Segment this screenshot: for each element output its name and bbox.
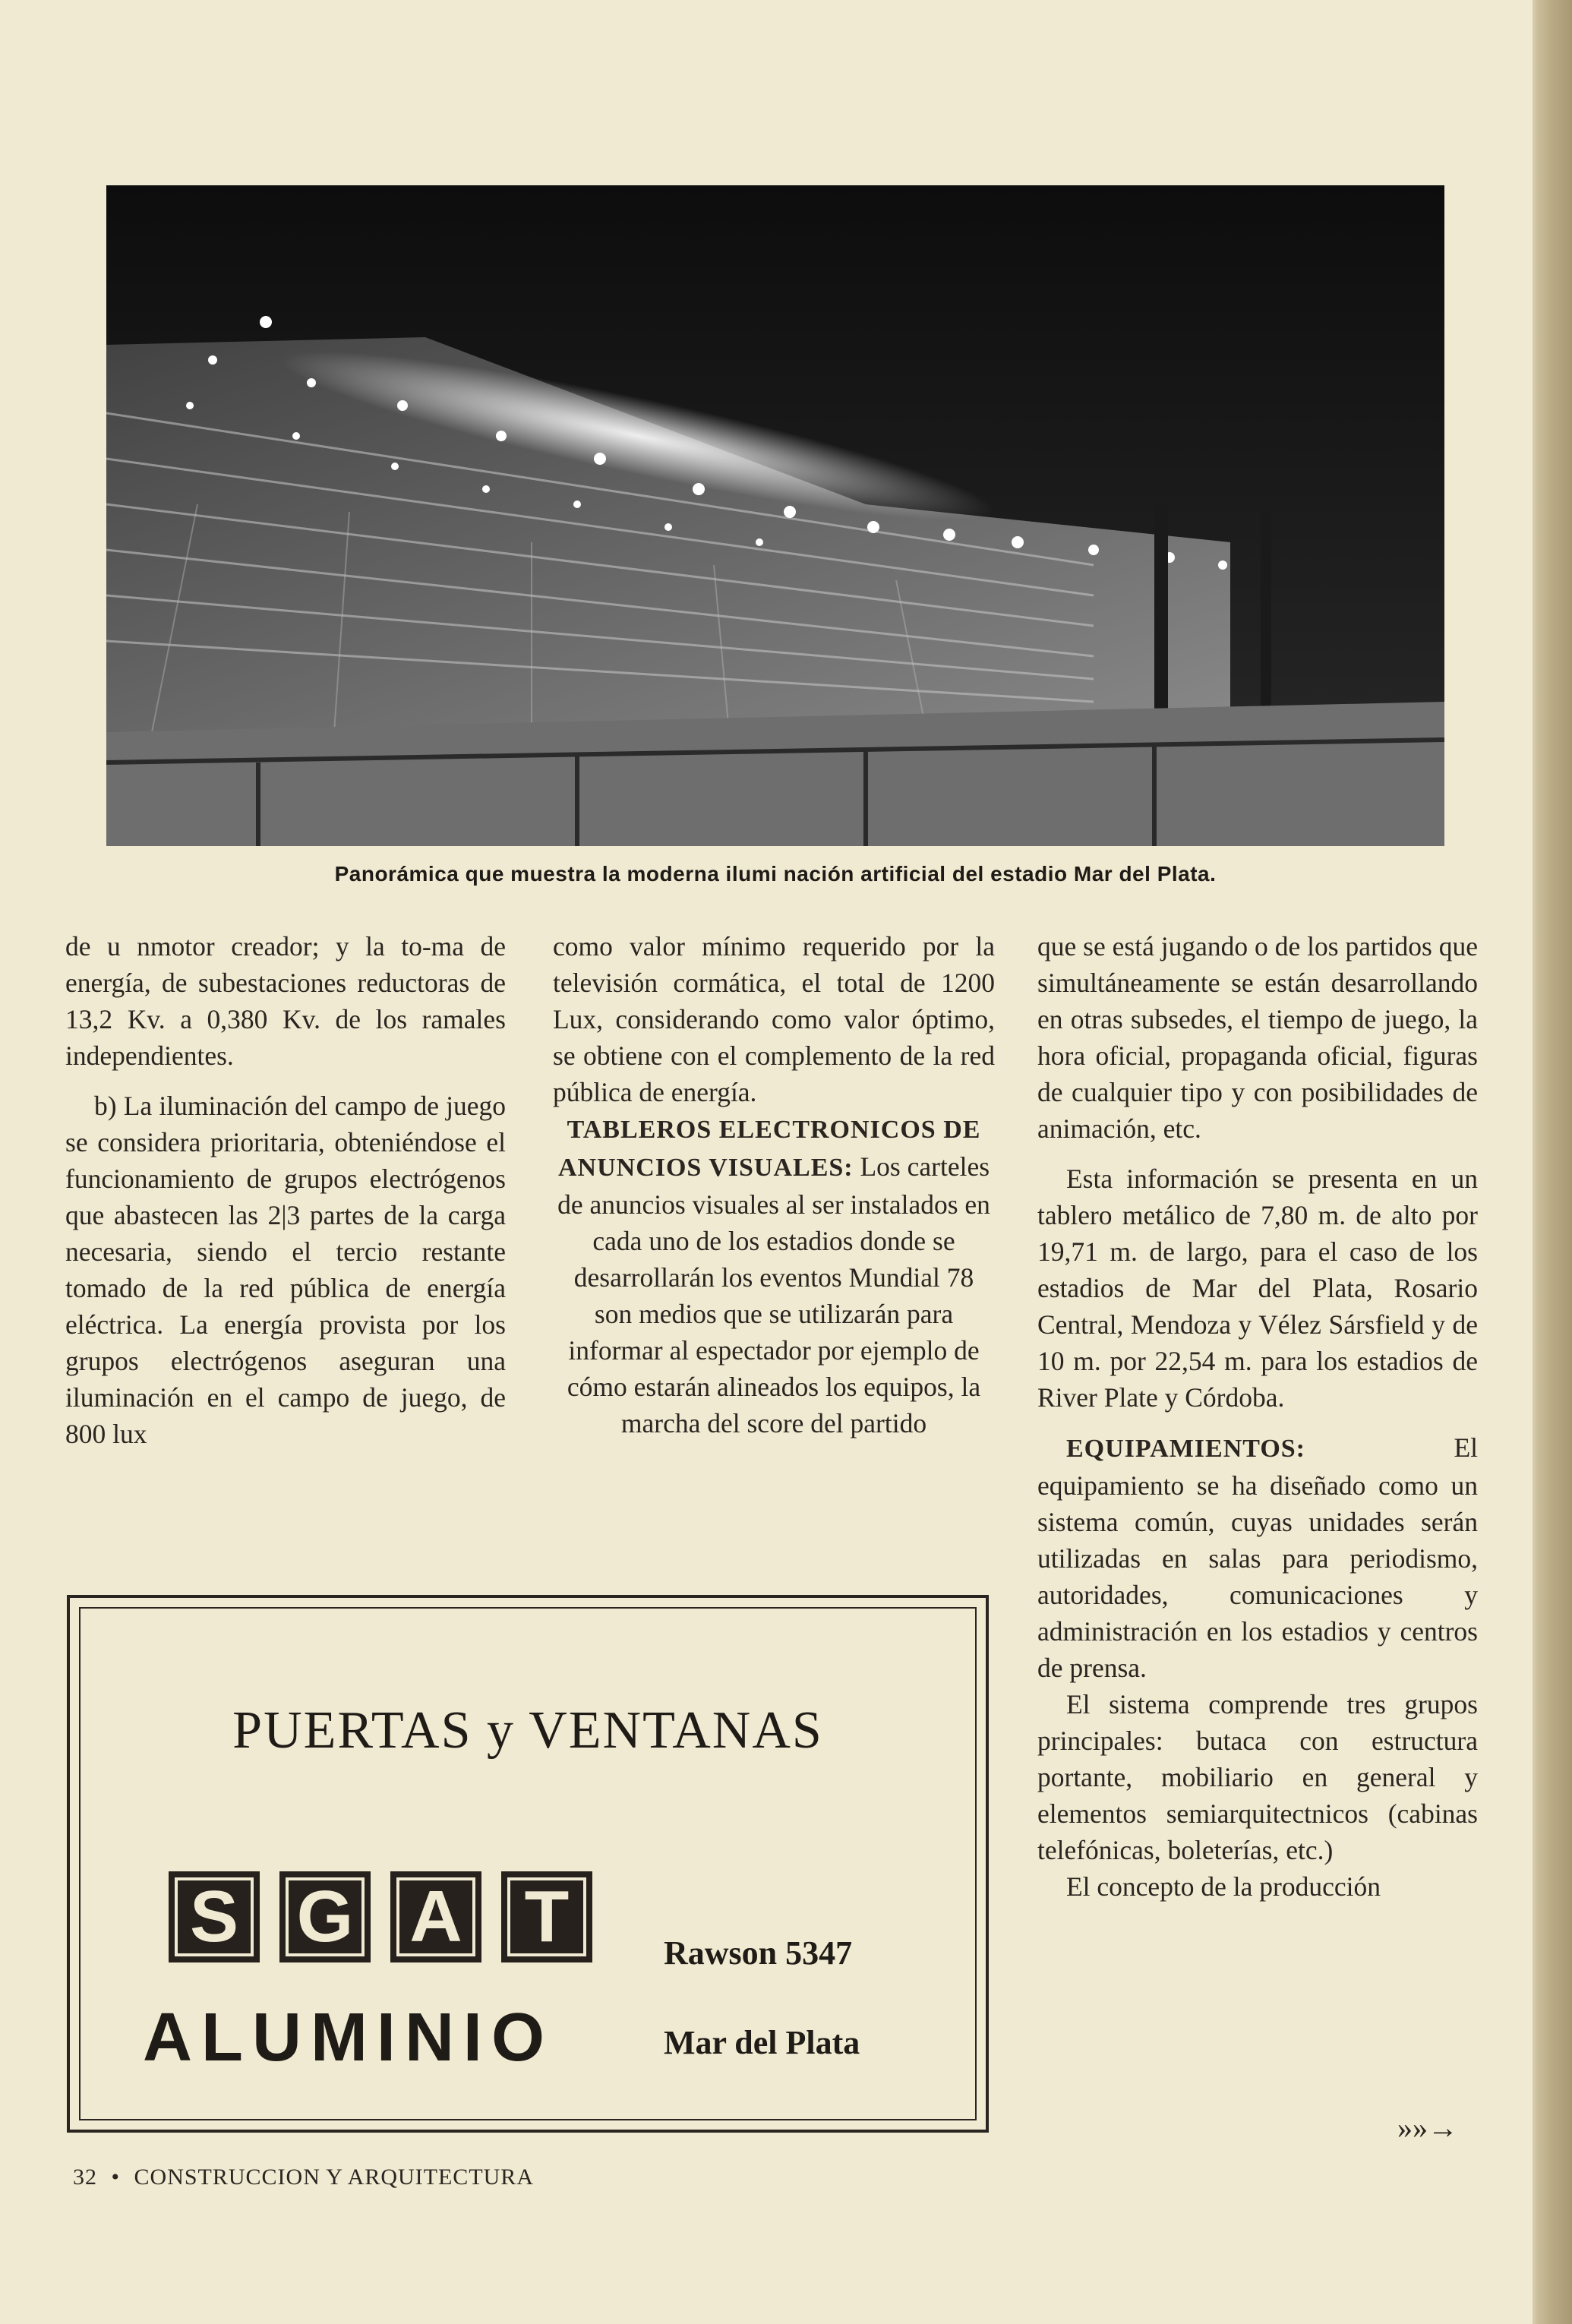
paragraph: de u nmotor creador; y la to-ma de energía, de subestaciones reductoras de 13,2 Kv. a 0,380 Kv. de los ramales independientes. bbox=[65, 931, 506, 1071]
logo-letter: G bbox=[279, 1871, 371, 1962]
continue-arrow-icon: »»→ bbox=[1397, 2111, 1458, 2145]
bullet-separator: • bbox=[111, 2165, 121, 2190]
column-1 bbox=[65, 928, 506, 1452]
paragraph: El sistema comprende tres grupos principales: butaca con estructura portante, mobiliario en general y elementos semiarquitectnicos (cabinas telefónicas, boleterías, etc.) bbox=[1037, 1689, 1478, 1865]
ad-title: PUERTAS y VENTANAS bbox=[232, 1701, 823, 1760]
heading-text: EQUIPAMIENTOS: bbox=[1066, 1435, 1306, 1463]
logo-letter: S bbox=[169, 1871, 260, 1962]
column-2 bbox=[553, 928, 995, 1441]
sgat-logo bbox=[169, 1871, 592, 1962]
publication-name: CONSTRUCCION Y ARQUITECTURA bbox=[134, 2165, 534, 2190]
stadium-photo bbox=[106, 185, 1444, 846]
stadium-illustration bbox=[106, 185, 1444, 846]
brand-aluminio: ALUMINIO bbox=[143, 2000, 554, 2076]
paragraph: b) La iluminación del campo de juego se considera prioritaria, obteniéndose el funcionamiento de grupos electrógenos que abastecen las 2|3 partes de la carga necesaria, siendo el tercio restante tomado de la red pública de energía eléctrica. La energía provista por los grupos electrógenos aseguran una iluminación en el campo de juego, de 800 lux bbox=[65, 1091, 506, 1449]
page-edge bbox=[1533, 0, 1572, 2324]
page-footer bbox=[73, 2165, 534, 2190]
section-heading-tableros bbox=[553, 1110, 995, 1441]
logo-letter: T bbox=[501, 1871, 592, 1962]
paragraph: Esta información se presenta en un tablero metálico de 7,80 m. de alto por 19,71 m. de largo, para el caso de los estadios de Mar del Plata, Rosario Central, Mendoza y Vélez Sársfield y de 10 m. por 22,54 m. para los estadios de River Plate y Córdoba. bbox=[1037, 1164, 1478, 1413]
photo-caption: Panorámica que muestra la moderna ilumi nación artificial del estadio Mar del Plata. bbox=[334, 862, 1217, 886]
paragraph: El equipamiento se ha diseñado como un sistema común, cuyas unidades serán utilizadas en salas para periodismo, autoridades, comunicaciones y administración en los estadios y centros de prensa. bbox=[1037, 1432, 1478, 1683]
paragraph: Los carteles de anuncios visuales al ser instalados en cada uno de los estadios donde se desarrollarán los eventos Mundial 78 son medios que se utilizarán para informar al espectador por ejemplo de cómo estarán alineados los equipos, la marcha del score del partido bbox=[557, 1151, 990, 1438]
address-city: Mar del Plata bbox=[664, 2024, 860, 2061]
column-3 bbox=[1037, 928, 1478, 1905]
page-number: 32 bbox=[73, 2165, 97, 2190]
heading-text: TABLEROS ELECTRONICOS DE ANUNCIOS VISUALES: bbox=[557, 1116, 981, 1182]
section-equipamientos bbox=[1037, 1429, 1478, 1686]
logo-letter: A bbox=[390, 1871, 481, 1962]
advertisement-box bbox=[67, 1595, 989, 2133]
paragraph: que se está jugando o de los partidos que simultáneamente se están desarrollando en otras subsedes, el tiempo de juego, la hora oficial, propaganda oficial, figuras de cualquier tipo y con posibilidades de animación, etc. bbox=[1037, 931, 1478, 1144]
address-street: Rawson 5347 bbox=[664, 1934, 853, 1972]
paragraph: El concepto de la producción bbox=[1066, 1871, 1381, 1902]
paragraph: como valor mínimo requerido por la televisión cormática, el total de 1200 Lux, considerando como valor óptimo, se obtiene con el complemento de la red pública de energía. bbox=[553, 931, 995, 1107]
